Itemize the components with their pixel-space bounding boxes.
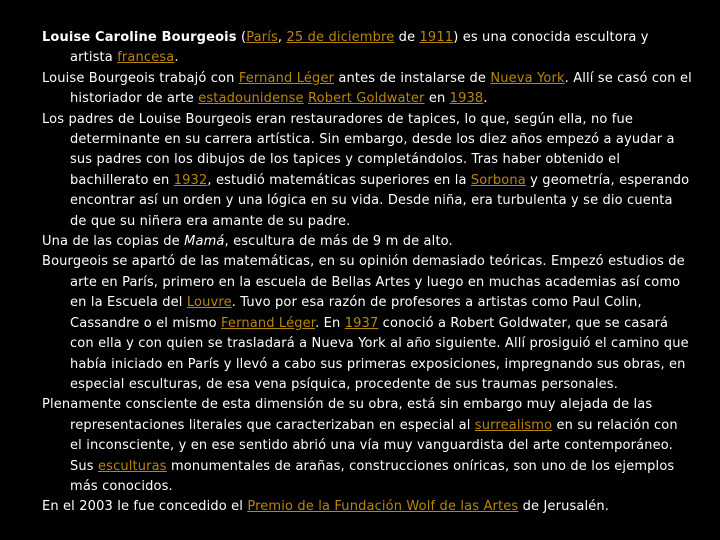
- text-run: de: [394, 30, 420, 45]
- text-run: .: [483, 91, 488, 107]
- text-run: Louise Bourgeois trabajó con: [42, 70, 239, 86]
- text-run: y geometría, esperando encontrar así un orden y una lógica en su vida. Desde niña, era turbulenta y se dio cuenta de que su niñera era amante de su padre.: [70, 172, 690, 229]
- document-body: [42, 28, 692, 518]
- text-run: antes de instalarse de: [334, 70, 491, 86]
- text-run: conoció a Robert Goldwater, que se casará con ella y con quien se trasladará a Nueva York al año siguiente. Allí prosiguió el camino que había iniciado en París y llevó a cabo sus primeras exposiciones, impregnando sus obras, en especial esculturas, de esa vena psíquica, procedente de sus traumas personales.: [70, 315, 689, 392]
- text-run: Una de las copias de: [42, 234, 185, 250]
- inline-link[interactable]: 1911: [419, 30, 454, 45]
- paragraph: [42, 69, 692, 110]
- text-run: ,: [277, 30, 287, 45]
- text-run: en: [424, 91, 450, 107]
- text-run: . Allí se casó con el historiador de arte: [70, 70, 692, 107]
- text-run: . En: [315, 315, 345, 331]
- bold-text: Louise Caroline Bourgeois: [42, 30, 237, 45]
- text-run: monumentales de arañas, construcciones oníricas, son uno de los ejemplos más conocidos.: [70, 458, 675, 494]
- italic-text: Mamá: [184, 234, 225, 250]
- paragraph: [42, 497, 692, 517]
- inline-link[interactable]: Louvre: [186, 295, 232, 311]
- inline-link[interactable]: Fernand Léger: [221, 315, 316, 331]
- inline-link[interactable]: Nueva York: [490, 70, 565, 86]
- inline-link[interactable]: Sorbona: [470, 172, 526, 188]
- inline-link[interactable]: 1932: [173, 172, 208, 188]
- inline-link[interactable]: 1938: [449, 91, 484, 107]
- inline-link[interactable]: esculturas: [98, 458, 167, 474]
- text-run: en su relación con el inconsciente, y en ese sentido abrió una vía muy vanguardista del arte contemporáneo. Sus: [70, 417, 678, 474]
- text-run: , estudió matemáticas superiores en la: [207, 172, 471, 188]
- paragraph: [42, 395, 692, 497]
- text-run: Plenamente consciente de esta dimensión de su obra, está sin embargo muy alejada de las representaciones literales que caracterizaban en especial al: [42, 397, 653, 433]
- text-run: ) es una conocida escultora y artista: [70, 30, 649, 66]
- inline-link[interactable]: Premio de la Fundación Wolf de las Artes: [247, 499, 519, 515]
- text-run: Los padres de Louise Bourgeois eran restauradores de tapices, lo que, según ella, no fue determinante en su carrera artística. Sin embargo, desde los diez años empezó a ayudar a sus padres con los dibujos de los tapices y completándolos. Tras haber obtenido el bachillerato en: [42, 111, 675, 188]
- text-run: . Tuvo por esa razón de profesores a artistas como Paul Colin, Cassandre o el mismo: [70, 295, 642, 331]
- text-run: de Jerusalén.: [518, 499, 610, 515]
- text-run: En el 2003 le fue concedido el: [42, 499, 248, 515]
- inline-link[interactable]: 1937: [344, 315, 379, 331]
- inline-link[interactable]: Fernand Léger: [238, 70, 335, 86]
- inline-link[interactable]: surrealismo: [474, 417, 553, 433]
- inline-link[interactable]: estadounidense: [198, 91, 304, 107]
- text-run: (: [236, 30, 247, 45]
- text-run: .: [174, 50, 179, 66]
- text-run: , escultura de más de 9 m de alto.: [224, 234, 453, 250]
- inline-link[interactable]: París: [246, 30, 278, 45]
- text-run: Bourgeois se apartó de las matemáticas, en su opinión demasiado teóricas. Empezó estudios de arte en París, primero en la escuela de Bellas Artes y luego en muchas academias así como en la Escuela del: [42, 254, 685, 311]
- paragraph: [42, 28, 692, 69]
- inline-link[interactable]: francesa: [117, 50, 175, 66]
- paragraph: [42, 232, 692, 252]
- inline-link[interactable]: Robert Goldwater: [308, 91, 425, 107]
- paragraph: [42, 252, 692, 395]
- paragraph: [42, 110, 692, 232]
- inline-link[interactable]: 25 de diciembre: [286, 30, 395, 45]
